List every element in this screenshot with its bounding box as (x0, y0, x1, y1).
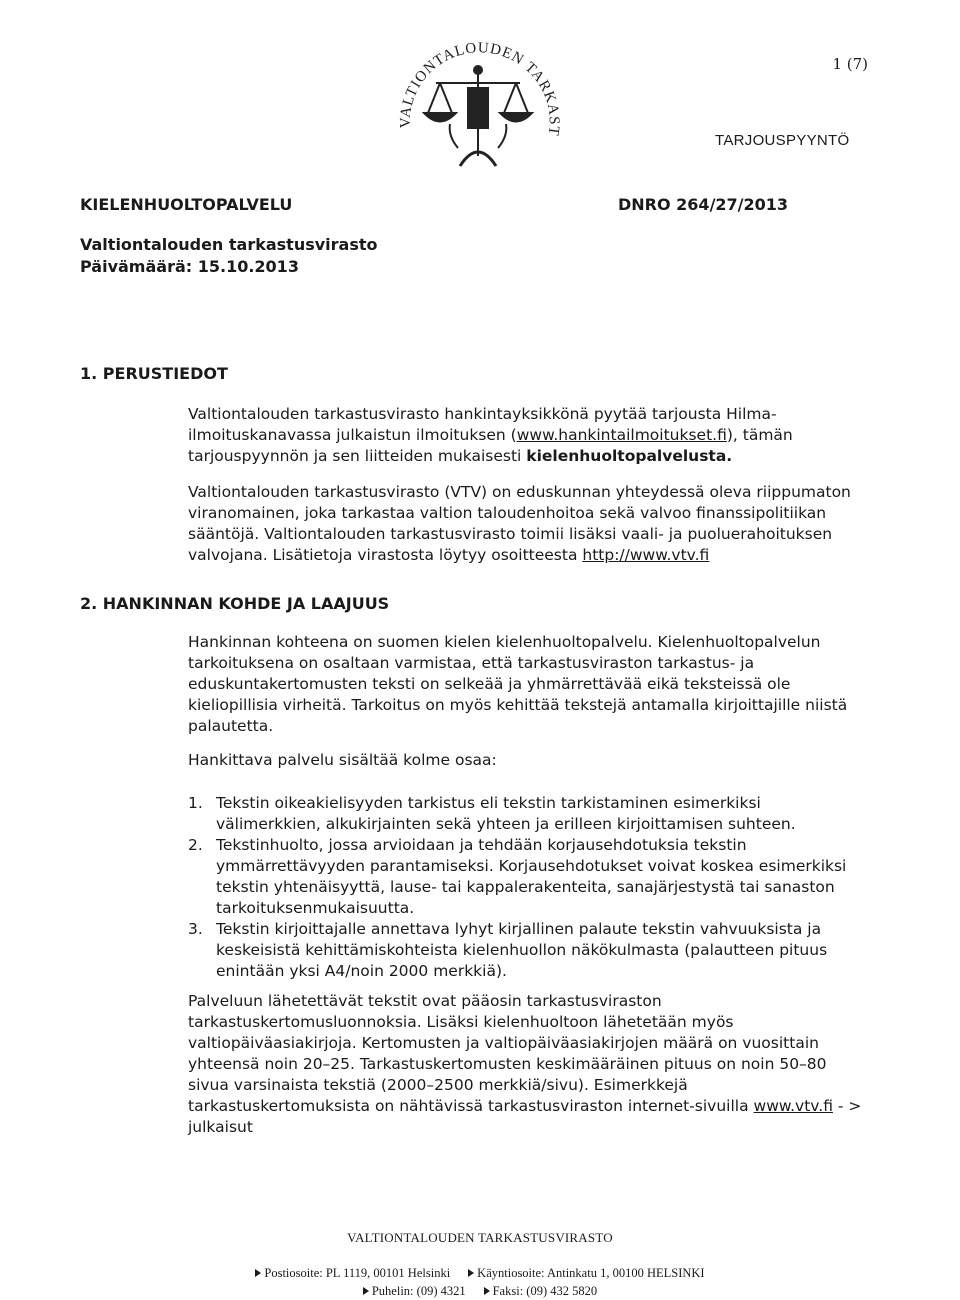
agency-name: Valtiontalouden tarkastusvirasto (80, 235, 378, 254)
fax-number: Faksi: (09) 432 5820 (492, 1284, 598, 1298)
phone-number: Puhelin: (09) 4321 (371, 1284, 466, 1298)
footer-contact-line (0, 1284, 960, 1299)
service-name: kielenhuoltopalvelusta (526, 447, 727, 465)
list-item (188, 919, 868, 982)
text: Valtiontalouden tarkastusvirasto (VTV) on eduskunnan yhteydessä oleva riippumaton viranomainen, joka tarkastaa valtion taloudenhoitoa sekä valvoo finanssipolitiikan sääntöjä. Valtiontalouden tarkastusvirasto toimii lisäksi vaali- ja puoluerahoituksen valvojana. Lisätietoja virastosta löytyy osoitteesta (188, 483, 851, 564)
section-2-paragraph-2: Hankittava palvelu sisältää kolme osaa: (188, 751, 497, 769)
document-date: Päivämäärä: 15.10.2013 (80, 257, 299, 276)
document-type: TARJOUSPYYNTÖ (715, 132, 850, 149)
text: Valtiontalouden tarkastusvirasto hankintayksikkönä pyytää tarjousta Hilma-ilmoituskanavassa julkaistun ilmoituksen ( (188, 405, 777, 444)
section-1-paragraph-1 (188, 404, 868, 467)
text: ), tämän tarjouspyynnön ja sen liitteiden mukaisesti (188, 426, 793, 465)
text: Palveluun lähetettävät tekstit ovat pääosin tarkastusviraston tarkastuskertomusluonnoksia. Lisäksi kielenhuoltoon lähetetään myös valtiopäiväasiakirjoja. Kertomusten ja valtiopäiväasiakirjojen määrä on vuosittain yhteensä noin 20–25. Tarkastuskertomusten keskimääräinen pituus on noin 50–80 sivua varsinaista tekstiä (2000–2500 merkkiä/sivu). Esimerkkejä tarkastuskertomuksista on nähtävissä tarkastusviraston internet-sivuilla (188, 992, 827, 1115)
vtv-website-link[interactable]: http://www.vtv.fi (582, 546, 710, 564)
dnro-number: DNRO 264/27/2013 (618, 195, 789, 214)
list-item (188, 793, 868, 835)
bullet-arrow-icon (363, 1287, 369, 1295)
service-parts-list (188, 793, 868, 982)
bullet-arrow-icon (255, 1269, 261, 1277)
section-1-paragraph-2 (188, 482, 868, 566)
svg-text:VALTIONTALOUDEN TARKASTUSVIRAS: VALTIONTALOUDEN TARKAST (397, 40, 562, 138)
list-number: 1. (188, 794, 203, 812)
postal-address: Postiosoite: PL 1119, 00101 Helsinki (264, 1266, 451, 1280)
text: . (726, 447, 733, 465)
bullet-arrow-icon (468, 1269, 474, 1277)
hankintailmoitukset-link[interactable]: www.hankintailmoitukset.fi (516, 426, 727, 444)
list-text: Tekstin kirjoittajalle annettava lyhyt kirjallinen palaute tekstin vahvuuksista ja keskeisistä kehittämiskohteista kielenhuollon näkökulmasta (palautteen pituus enintään yksi A4/noin 2000 merkkiä). (216, 920, 828, 980)
section-2-paragraph-3 (188, 991, 868, 1138)
footer-organization: VALTIONTALOUDEN TARKASTUSVIRASTO (347, 1230, 613, 1245)
list-text: Tekstin oikeakielisyyden tarkistus eli tekstin tarkistaminen esimerkiksi välimerkkien, alkukirjainten sekä yhteen ja erilleen kirjoittamisen suhteen. (216, 794, 796, 833)
section-2-paragraph-1: Hankinnan kohteena on suomen kielen kielenhuoltopalvelu. Kielenhuoltopalvelun tarkoituksena on osaltaan varmistaa, että tarkastusviraston tarkastus- ja eduskuntakertomusten teksti on selkeää ja yhmärrettävää eikä teksteissä ole kieliopillisia virheitä. Tarkoitus on myös kehittää tekstejä antamalla kirjoittajille niistä palautetta. (188, 633, 848, 735)
vtv-link[interactable]: www.vtv.fi (753, 1097, 833, 1115)
bullet-arrow-icon (484, 1287, 490, 1295)
visiting-address: Käyntiosoite: Antinkatu 1, 00100 HELSINKI (477, 1266, 705, 1280)
text: - > julkaisut (188, 1097, 862, 1136)
document-title: KIELENHUOLTOPALVELU (80, 195, 293, 214)
list-number: 2. (188, 836, 203, 854)
section-2-heading: 2. HANKINNAN KOHDE JA LAAJUUS (80, 594, 390, 613)
agency-seal-logo (388, 28, 568, 188)
list-number: 3. (188, 920, 203, 938)
footer-address-line (0, 1266, 960, 1281)
page-number: 1 (7) (832, 55, 868, 73)
section-1-heading: 1. PERUSTIEDOT (80, 364, 228, 383)
list-item (188, 835, 868, 919)
list-text: Tekstinhuolto, jossa arvioidaan ja tehdään korjausehdotuksia tekstin ymmärrettävyyden parantamiseksi. Korjausehdotukset voivat koskea esimerkiksi tekstin yhtenäisyyttä, lause- tai kappalerakenteita, sanajärjestystä tai sanaston tarkoituksenmukaisuutta. (216, 836, 847, 917)
